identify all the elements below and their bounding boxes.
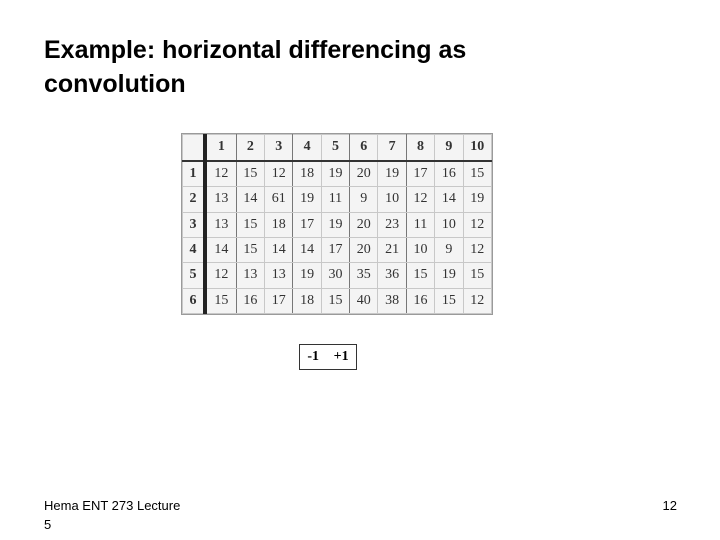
table-cell: 14	[205, 237, 236, 262]
column-header: 7	[378, 135, 406, 161]
table-cell: 13	[265, 263, 293, 288]
table-cell: 38	[378, 288, 406, 313]
table-cell: 14	[293, 237, 321, 262]
table-cell: 13	[236, 263, 264, 288]
table-cell: 17	[293, 212, 321, 237]
row-header: 2	[183, 187, 206, 212]
table-cell: 15	[236, 212, 264, 237]
table-cell: 12	[463, 288, 491, 313]
table-cell: 19	[378, 161, 406, 187]
table-cell: 11	[406, 212, 434, 237]
table-cell: 20	[350, 237, 378, 262]
table-cell: 15	[463, 161, 491, 187]
table-cell: 12	[205, 161, 236, 187]
table-cell: 10	[435, 212, 463, 237]
table-cell: 16	[406, 288, 434, 313]
slide-title-line-1: Example: horizontal differencing as	[44, 36, 467, 64]
page-number: 12	[662, 498, 677, 513]
image-intensity-table	[181, 133, 493, 315]
column-header: 8	[406, 135, 434, 161]
table-row	[183, 263, 492, 288]
row-header: 1	[183, 161, 206, 187]
table-row	[183, 161, 492, 187]
footer-line-1: Hema ENT 273 Lecture	[44, 498, 181, 513]
column-header: 1	[205, 135, 236, 161]
table-cell: 9	[435, 237, 463, 262]
table-cell: 17	[406, 161, 434, 187]
kernel-right-weight: +1	[333, 349, 349, 364]
column-header-row	[183, 135, 492, 161]
table-cell: 15	[435, 288, 463, 313]
table-cell: 35	[350, 263, 378, 288]
table-cell: 15	[236, 237, 264, 262]
column-header: 9	[435, 135, 463, 161]
table-cell: 23	[378, 212, 406, 237]
table-row	[183, 237, 492, 262]
table-cell: 19	[435, 263, 463, 288]
table-cell: 21	[378, 237, 406, 262]
table-cell: 19	[321, 212, 349, 237]
table-cell: 18	[293, 161, 321, 187]
table-cell: 15	[236, 161, 264, 187]
table-row	[183, 187, 492, 212]
column-header: 4	[293, 135, 321, 161]
table-cell: 20	[350, 161, 378, 187]
table-cell: 10	[378, 187, 406, 212]
table-cell: 40	[350, 288, 378, 313]
table-cell: 15	[205, 288, 236, 313]
table-cell: 14	[265, 237, 293, 262]
table-cell: 15	[463, 263, 491, 288]
table-cell: 13	[205, 212, 236, 237]
footer-line-2: 5	[44, 517, 52, 532]
table-cell: 10	[406, 237, 434, 262]
table-cell: 19	[463, 187, 491, 212]
table-cell: 16	[435, 161, 463, 187]
table-cell: 17	[321, 237, 349, 262]
row-header: 5	[183, 263, 206, 288]
table-cell: 19	[293, 263, 321, 288]
table-cell: 19	[293, 187, 321, 212]
table-cell: 14	[435, 187, 463, 212]
table-cell: 13	[205, 187, 236, 212]
row-header: 6	[183, 288, 206, 313]
table-cell: 20	[350, 212, 378, 237]
column-header: 5	[321, 135, 349, 161]
table-cell: 16	[236, 288, 264, 313]
table-cell: 19	[321, 161, 349, 187]
slide-title	[44, 33, 664, 101]
table-cell: 61	[265, 187, 293, 212]
table-cell: 12	[205, 263, 236, 288]
table-cell: 36	[378, 263, 406, 288]
table-cell: 12	[463, 237, 491, 262]
footer-caption	[44, 496, 180, 534]
slide-title-line-2: convolution	[44, 70, 186, 98]
pixel-grid	[182, 134, 492, 314]
table-cell: 17	[265, 288, 293, 313]
table-row	[183, 288, 492, 313]
column-header: 10	[463, 135, 491, 161]
column-header: 6	[350, 135, 378, 161]
table-cell: 12	[406, 187, 434, 212]
corner-cell	[183, 135, 206, 161]
column-header: 2	[236, 135, 264, 161]
table-cell: 9	[350, 187, 378, 212]
table-row	[183, 212, 492, 237]
table-cell: 18	[265, 212, 293, 237]
table-cell: 14	[236, 187, 264, 212]
table-cell: 15	[321, 288, 349, 313]
table-cell: 11	[321, 187, 349, 212]
table-cell: 18	[293, 288, 321, 313]
row-header: 4	[183, 237, 206, 262]
convolution-kernel	[299, 344, 357, 370]
table-cell: 30	[321, 263, 349, 288]
column-header: 3	[265, 135, 293, 161]
table-cell: 15	[406, 263, 434, 288]
table-cell: 12	[265, 161, 293, 187]
kernel-left-weight: -1	[307, 349, 319, 364]
table-cell: 12	[463, 212, 491, 237]
row-header: 3	[183, 212, 206, 237]
